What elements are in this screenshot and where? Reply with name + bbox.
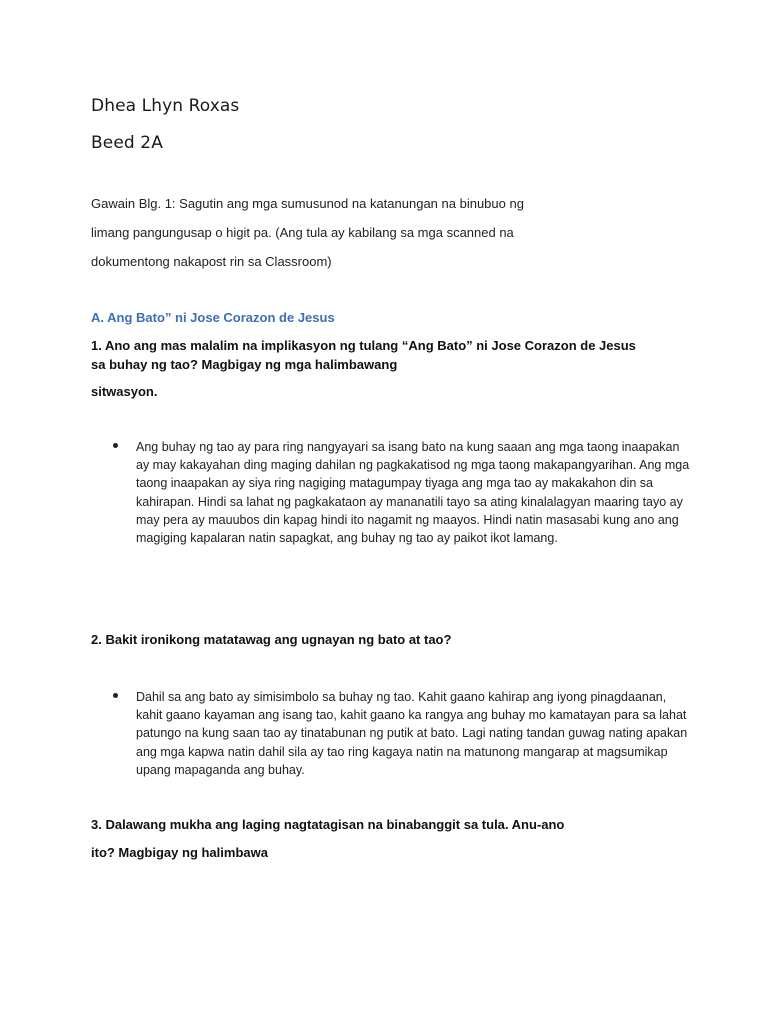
section-a-heading: A. Ang Bato” ni Jose Corazon de Jesus — [91, 310, 335, 325]
question-3-line-2: ito? Magbigay ng halimbawa — [91, 845, 268, 860]
question-1-line-1: 1. Ano ang mas malalim na implikasyon ng tulang “Ang Bato” ni Jose Corazon de Jesus — [91, 338, 636, 353]
answer-1-list-item — [113, 438, 693, 547]
question-3-line-1: 3. Dalawang mukha ang laging nagtatagisan na binabanggit sa tula. Anu-ano — [91, 817, 565, 832]
question-2: 2. Bakit ironikong matatawag ang ugnayan ng bato at tao? — [91, 632, 452, 647]
answer-1-text: Ang buhay ng tao ay para ring nangyayari sa isang bato na kung saaan ang mga taong inaapakan ay may kakayahan ding maging dahilan ng pagkakatisod ng mga taong makapangyarihan. Ang mga taong inaapakan ay siya ring nagiging matagumpay tiyaga ang mga tao ay makakahon din sa kahirapan. Hindi sa lahat ng pagkakataon ay mananatili tayo sa ating kinalalagyan maaring tayo ay may pera ay mauubos din kapag hindi ito nagamit ng maayos. Hindi natin masasabi kung ano ang magiging kapalaran natin sapagkat, ang buhay ng tao ay paikot ikot lamang. — [136, 440, 690, 546]
question-1-line-2: sa buhay ng tao? Magbigay ng mga halimbawang — [91, 357, 398, 372]
bullet-icon — [113, 443, 118, 448]
student-section: Beed 2A — [91, 133, 163, 153]
student-name: Dhea Lhyn Roxas — [91, 96, 240, 116]
question-1-continuation: sitwasyon. — [91, 384, 158, 399]
answer-2-list-item — [113, 688, 693, 779]
instruction-line-1: Gawain Blg. 1: Sagutin ang mga sumusunod na katanungan na binubuo ng — [91, 196, 524, 211]
bullet-icon — [113, 693, 118, 698]
instruction-line-3: dokumentong nakapost rin sa Classroom) — [91, 254, 332, 269]
instruction-line-2: limang pangungusap o higit pa. (Ang tula ay kabilang sa mga scanned na — [91, 225, 514, 240]
answer-2-text: Dahil sa ang bato ay simisimbolo sa buhay ng tao. Kahit gaano kahirap ang iyong pinagdaanan, kahit gaano kayaman ang isang tao, kahit gaano ka rangya ang buhay mo kamatayan para sa lahat patungo na kung saan tao ay tinatabunan ng putik at bato. Lagi nating tandan guwag nating apakan ang mga kapwa natin dahil sila ay tao ring kagaya natin na matunong mangarap at magsumikap upang mapaganda ang buhay. — [136, 690, 688, 777]
